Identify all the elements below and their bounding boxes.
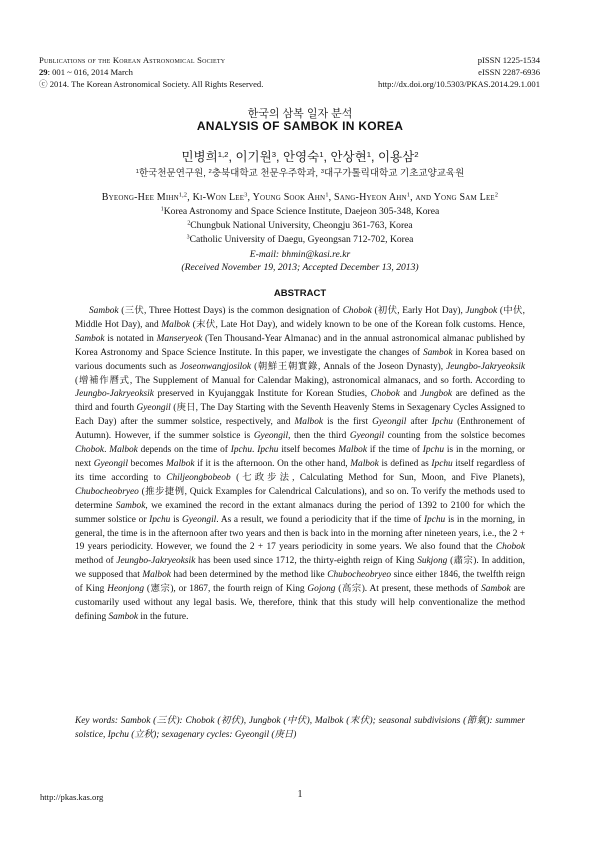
abstract-term: Chubocheobryeo	[75, 486, 139, 497]
abstract-text: we examined the record in the extant almanacs during the period of 1392 to 2100 for which the summer solstice or	[75, 500, 525, 525]
abstract-text: (Ten Thousand-Year Almanac) and in the annual astronomical almanac published by Korea Astronomy and Space Science Institute. In this paper, we investigate the changes of	[75, 333, 525, 358]
abstract-text: (朝鮮王朝實錄, Annals of the Joseon Dynasty),	[251, 361, 447, 372]
abstract-text: (高宗). At present, these methods of	[335, 584, 482, 595]
author-ko-affil-mark: 3	[271, 149, 276, 159]
abstract-text: becomes	[128, 458, 166, 469]
abstract-text: . As a result, we found a periodicity that if the time of	[216, 514, 424, 525]
abstract-term: Malbok	[109, 445, 138, 456]
abstract-term: Malbok	[350, 458, 379, 469]
abstract-text: has been used since 1712, the thirty-eighth reign of King	[195, 556, 418, 567]
author-ko-affil-mark: 2	[414, 149, 419, 159]
abstract-term: Gojong	[307, 584, 336, 595]
affiliation-line	[0, 234, 600, 245]
abstract-term: Chiljeongbobeob	[166, 472, 231, 483]
abstract-text: method of	[75, 556, 117, 567]
eissn: eISSN 2287-6936	[478, 67, 540, 77]
affil-ko-mark: 1	[135, 168, 139, 175]
abstract-term: Malbok	[161, 319, 190, 330]
author-ko-name: 이기원	[235, 150, 272, 164]
abstract-term: Chobok	[370, 389, 400, 400]
abstract-term: Gyeongil	[253, 431, 289, 442]
author-en-affil-mark: 1,2	[178, 191, 188, 199]
abstract-text: is defined as	[378, 458, 432, 469]
author-ko-separator: ,	[228, 150, 236, 164]
author-en-name: Sang-Hyeon Ahn	[334, 192, 407, 203]
volume-line	[39, 66, 263, 78]
affil-ko-name: 충북대학교 천문우주학과	[211, 168, 316, 179]
abstract-text: (憲宗), or 1867, the fourth reign of King	[144, 584, 308, 595]
abstract-term: Malbok	[166, 458, 195, 469]
abstract-text: counting from the solstice becomes	[384, 431, 525, 442]
author-ko-affil-mark: 1,2	[217, 149, 229, 159]
author-ko-separator: ,	[371, 150, 378, 164]
abstract-text: is the first	[323, 417, 373, 428]
author-ko-separator: ,	[276, 150, 283, 164]
affil-en-mark: 3	[186, 234, 190, 241]
affil-ko-name: 한국천문연구원	[139, 168, 204, 179]
affil-ko-name: 대구가톨릭대학교 기초교양교육원	[323, 168, 465, 179]
page-number: 1	[297, 789, 303, 800]
abstract-text: is in the morning, in general, the time is in the afternoon after two years and then is back into in the morning after nineteen years, i.e., the 2 + 19 years periodicity. However, we found the 2 + 17 years periodicity in some years. We also found that the	[75, 514, 525, 553]
abstract-term: Ipchu	[431, 417, 453, 428]
affil-en-mark: 1	[160, 206, 164, 213]
abstract-text: itself regardless of its time according to	[75, 458, 525, 483]
abstract-term: Sambok	[108, 611, 139, 622]
abstract-term: Jungbok	[465, 306, 498, 316]
affil-ko-separator: ,	[315, 168, 321, 179]
abstract-text: (初伏, Early Hot Day),	[371, 306, 466, 316]
affiliation-line	[0, 206, 600, 217]
author-en-name: Ki-Won Lee	[192, 192, 245, 203]
abstract-text: (Enthronement of Autumn). However, if the summer solstice is	[75, 417, 525, 442]
abstract-term: Sambok	[422, 347, 453, 358]
author-en-affil-mark: 1	[325, 191, 329, 199]
abstract-term: Sambok	[75, 333, 105, 344]
author-ko-name: 민병희	[181, 150, 218, 164]
abstract-text: in the future.	[138, 611, 189, 622]
abstract-term: Ipchu	[423, 514, 446, 525]
abstract-text: itself becomes	[278, 445, 339, 456]
abstract-term: Malbok	[294, 417, 324, 428]
volume-number: 29	[39, 67, 48, 77]
abstract-term: Sukjong	[417, 556, 448, 567]
abstract-text: since either 1846, the twelfth reign of King	[75, 570, 525, 595]
abstract-text: in Korea based on various documents such as	[75, 347, 525, 372]
title-korean: 한국의 삼복 일자 분석	[247, 108, 353, 120]
pissn: pISSN 1225-1534	[477, 55, 540, 65]
received-dates: (Received November 19, 2013; Accepted December 13, 2013)	[181, 262, 419, 273]
abstract-text: and	[399, 389, 421, 400]
copyright-line: ⓒ 2014. The Korean Astronomical Society. All Rights Reserved.	[39, 79, 264, 89]
abstract-term: Sambok,	[115, 500, 148, 511]
abstract-text: depends on the time of	[137, 445, 231, 456]
abstract-text: is	[170, 514, 183, 525]
abstract-term: Malbok	[338, 445, 367, 456]
journal-header-left	[39, 54, 263, 90]
author-en-separator: ,	[328, 192, 335, 203]
abstract-text: after	[406, 417, 432, 428]
journal-name: Publications of the Korean Astronomical Society	[39, 55, 226, 65]
abstract-term: Sambok	[481, 584, 511, 595]
affil-ko-separator: ,	[203, 168, 209, 179]
abstract-term: Ipchu	[230, 445, 252, 456]
authors-korean	[0, 147, 600, 165]
abstract-text: (推步捷例, Quick Examples for Calendrical Calculations), and so on. To verify the methods used to determine	[75, 486, 525, 511]
abstract-term: Gyeongil	[136, 403, 171, 414]
journal-header-right	[378, 54, 540, 90]
abstract-term: Jeungbo-Jakryeoksik	[75, 389, 154, 400]
author-ko-affil-mark: 1	[319, 149, 324, 159]
author-en-separator: ,	[247, 192, 253, 203]
doi-link[interactable]: http://dx.doi.org/10.5303/PKAS.2014.29.1.001	[378, 79, 540, 89]
abstract-term: Chubocheobryeo	[327, 570, 392, 581]
affil-en-text: Catholic University of Daegu, Gyeongsan 712-702, Korea	[189, 234, 414, 245]
affiliation-line	[0, 220, 600, 231]
affil-en-text: Korea Astronomy and Space Science Institute, Daejeon 305-348, Korea	[163, 206, 440, 217]
abstract-term: Ipchu	[422, 445, 445, 456]
abstract-text: (七政步法, Calculating Method for Sun, Moon, and Five Planets),	[230, 472, 525, 483]
author-en-name: Young Sook Ahn	[252, 192, 326, 203]
abstract-term: Jeungbo-Jakryeoksik	[116, 556, 196, 567]
author-ko-separator: ,	[323, 150, 331, 164]
abstract-term: Malbok	[142, 570, 171, 581]
abstract-text: .	[104, 445, 110, 456]
abstract-term: Ipchu	[257, 445, 279, 456]
abstract-text: is in the morning, or next	[75, 445, 525, 469]
abstract-text: (末伏, Late Hot Day), and widely known to be one of the Korean folk customs. Hence,	[189, 319, 525, 330]
author-email: E-mail: bhmin@kasi.re.kr	[249, 249, 351, 260]
abstract-term: Gyeongil	[349, 431, 385, 442]
author-en-name: Yong Sam Lee	[433, 192, 495, 203]
author-en-separator: ,	[187, 192, 193, 203]
abstract-term: Ipchu	[149, 514, 171, 525]
abstract-term: Jeungbo-Jakryeoksik	[446, 361, 526, 372]
abstract-term: Chobok	[342, 306, 372, 316]
author-en-affil-mark: 2	[494, 191, 499, 199]
author-ko-name: 이용삼	[377, 150, 415, 164]
abstract-text: preserved in Kyujanggak Institute for Korean Studies,	[153, 389, 371, 400]
abstract-term: Joseonwangjosilok	[179, 361, 252, 372]
author-en-separator: , and	[410, 192, 434, 203]
abstract-term: Gyeongil	[182, 514, 217, 525]
abstract-term: Gyeongil	[93, 458, 128, 469]
abstract-text: is notated in	[104, 333, 157, 344]
author-ko-affil-mark: 1	[366, 149, 371, 159]
author-ko-name: 안상현	[330, 150, 367, 164]
author-en-affil-mark: 1	[406, 191, 411, 199]
abstract-text: are defined as the third and fourth	[75, 389, 525, 414]
abstract-text: if the time of	[366, 445, 423, 456]
abstract-text: (增補作曆式, The Supplement of Manual for Calendar Making), astronomical almanacs, and so forth. According to	[75, 375, 525, 386]
abstract-heading: ABSTRACT	[273, 288, 327, 299]
abstract-term: Manseryeok	[156, 333, 203, 344]
abstract-term: Chobok	[495, 542, 525, 553]
abstract-text: if it is the afternoon. On the other hand,	[194, 458, 351, 469]
keywords: Key words: Sambok (三伏): Chobok (初伏), Jungbok (中伏), Malbok (末伏); seasonal subdivisions (節氣): summer solstice, Ipchu (立秋); sexagenary cycles: Gyeongil (庚日)	[75, 716, 525, 740]
abstract-body	[75, 305, 525, 625]
abstract-text: (肅宗). In addition, we supposed that	[75, 556, 526, 581]
author-en-name: Byeong-Hee Mihn	[101, 192, 179, 203]
abstract-term: Jungbok	[420, 389, 453, 400]
abstract-term: Ipchu	[431, 458, 453, 469]
title-english: ANALYSIS OF SAMBOK IN KOREA	[196, 119, 404, 133]
abstract-text: .	[252, 445, 258, 456]
abstract-term: Chobok	[75, 445, 105, 456]
abstract-text: had been determined by the method like	[170, 570, 328, 581]
abstract-text: are customarily used without any legal basis. We, therefore, think that this study will help conventionalize the method defining	[75, 584, 525, 622]
affil-ko-mark: 2	[208, 168, 212, 175]
author-en-affil-mark: 3	[244, 191, 248, 199]
abstract-text: (庚日, The Day Starting with the Seventh Heavenly Stems in Sexagenary Cycles Assigned to Each Day) after the summer solstice, respectively, and	[75, 403, 525, 428]
abstract-text: , then the third	[288, 431, 350, 442]
abstract-term: Heonjong	[107, 584, 145, 595]
volume-pages-date: : 001 ~ 016, 2014 March	[47, 67, 133, 77]
affil-ko-mark: 3	[320, 168, 324, 175]
abstract-text: (三伏, Three Hottest Days) is the common designation of	[118, 306, 343, 316]
affil-en-text: Chungbuk National University, Cheongju 361-763, Korea	[190, 220, 413, 231]
affiliations-korean	[0, 165, 600, 179]
affil-en-mark: 2	[187, 220, 191, 227]
abstract-text: (中伏, Middle Hot Day), and	[75, 306, 525, 330]
authors-english	[0, 192, 600, 203]
footer-url[interactable]: http://pkas.kas.org	[40, 792, 104, 802]
author-ko-name: 안영숙	[282, 150, 320, 164]
abstract-term: Sambok	[89, 306, 119, 316]
abstract-term: Gyeongil	[372, 417, 407, 428]
